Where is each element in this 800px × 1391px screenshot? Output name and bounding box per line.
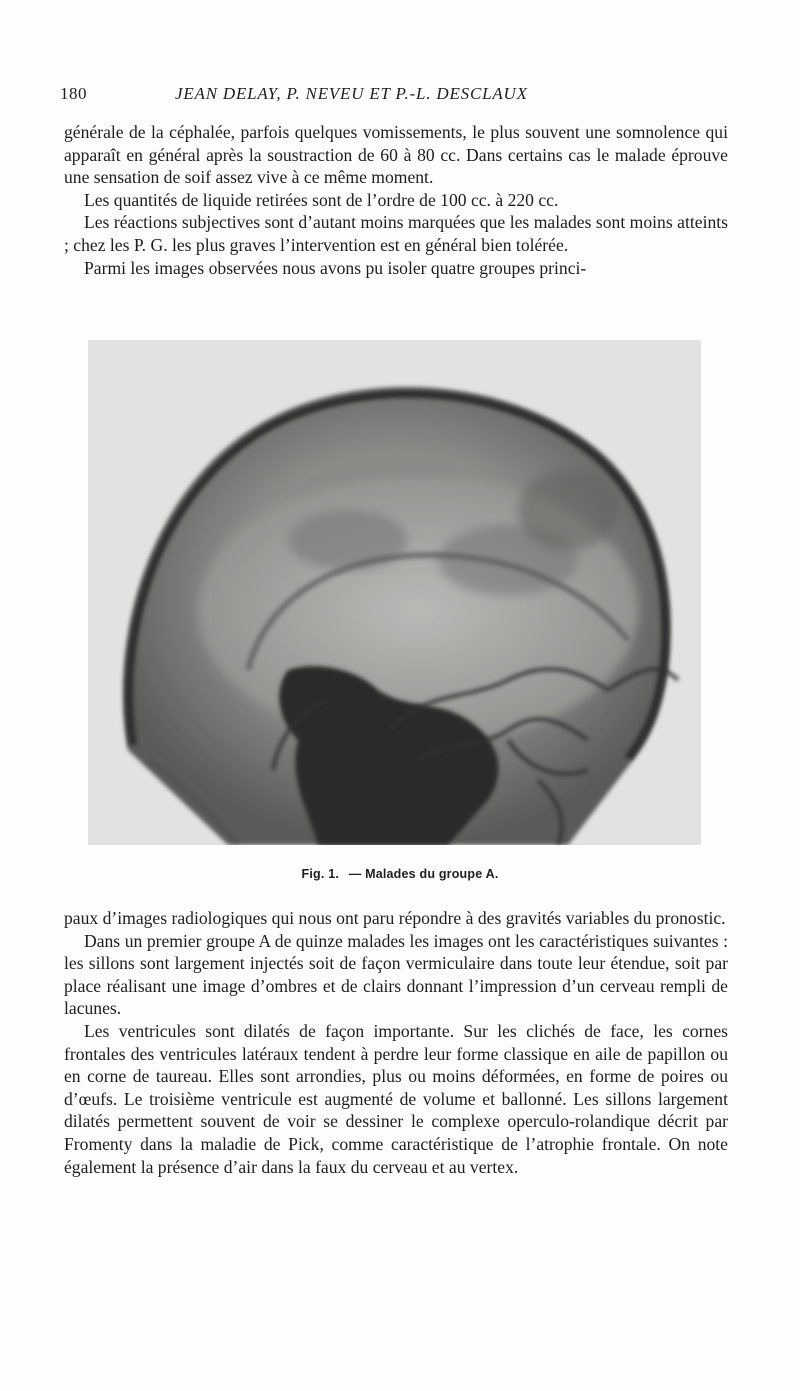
- paragraph-group-a: Dans un premier groupe A de quinze malades les images ont les caractéristiques suivantes : les sillons sont largement injectés soit de façon vermiculaire dans toute leur étendue, soit par place réalisant une image d’ombres et de clairs donnant l’impression d’un cerveau rempli de lacunes.: [64, 930, 728, 1019]
- paragraph-image-groups: Parmi les images observées nous avons pu isoler quatre groupes princi-: [84, 257, 587, 278]
- figure-label: Fig. 1.: [301, 867, 340, 881]
- figure-radiograph: [88, 340, 701, 845]
- skull-radiograph-image: [88, 340, 701, 845]
- running-head: [60, 84, 740, 108]
- paragraph-subjective-reactions: Les réactions subjectives sont d’autant moins marquées que les malades sont moins atteints ; chez les P. G. les plus graves l’intervention est en général bien tolérée.: [64, 212, 728, 255]
- body-text-top: [64, 121, 728, 279]
- body-text-bottom: [64, 907, 728, 1178]
- paragraph-continued: générale de la céphalée, parfois quelques vomissements, le plus souvent une somnolence qui apparaît en général après la soustraction de 60 à 80 cc. Dans certains cas le malade éprouve une sensation de soif assez vive à ce même moment.: [64, 122, 728, 188]
- page-number: 180: [60, 84, 87, 103]
- running-head-authors: JEAN DELAY, P. NEVEU ET P.-L. DESCLAUX: [175, 84, 528, 103]
- figure-caption: [0, 867, 800, 881]
- figure-caption-text: — Malades du groupe A.: [348, 867, 499, 881]
- paragraph-continued-groups: paux d’images radiologiques qui nous ont paru répondre à des gravités variables du pronostic.: [64, 908, 726, 928]
- paragraph-ventricles: Les ventricules sont dilatés de façon importante. Sur les clichés de face, les cornes frontales des ventricules latéraux tendent à perdre leur forme classique en aile de papillon ou en corne de taureau. Elles sont arrondies, plus ou moins déformées, en forme de poires ou d’œufs. Le troisième ventricule est augmenté de volume et ballonné. Les sillons largement dilatés permettent souvent de voir se dessiner le complexe operculo-rolandique décrit par Fromenty dans la maladie de Pick, comme caractéristique de l’atrophie frontale. On note également la présence d’air dans la faux du cerveau et au vertex.: [64, 1020, 728, 1177]
- paragraph-liquid-quantities: Les quantités de liquide retirées sont de l’ordre de 100 cc. à 220 cc.: [84, 189, 559, 210]
